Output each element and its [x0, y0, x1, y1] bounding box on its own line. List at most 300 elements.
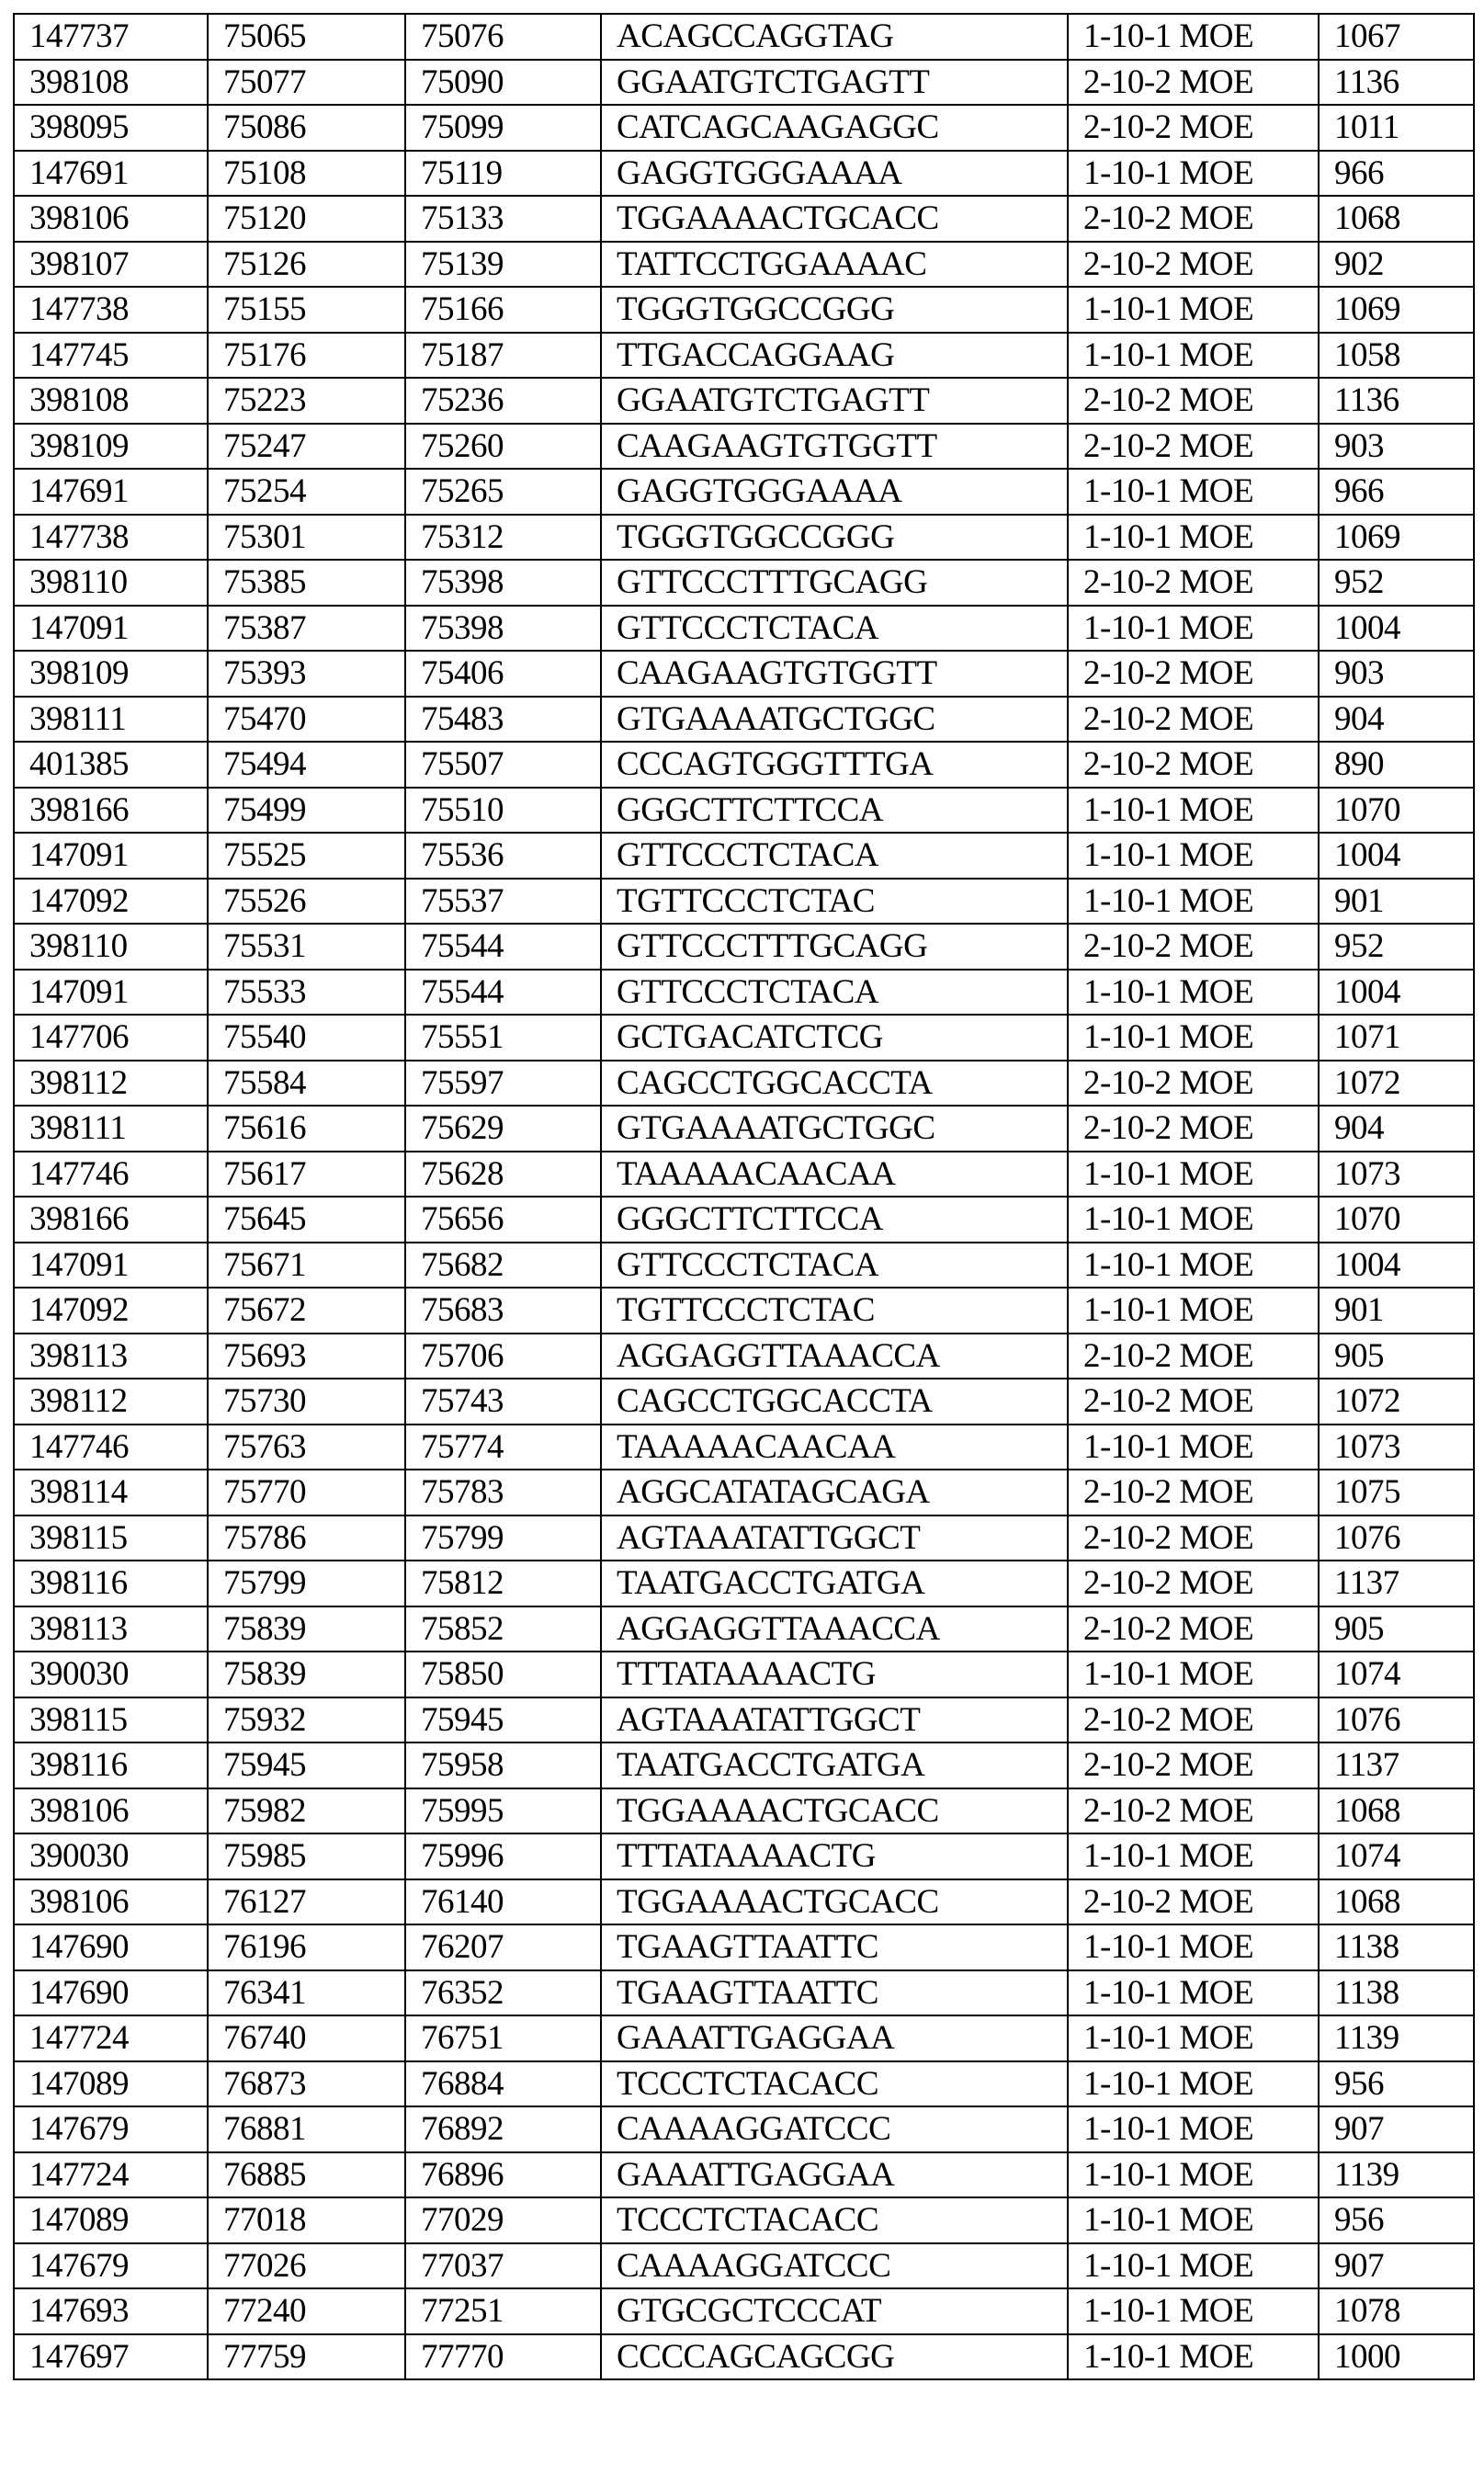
isis-number-cell: 390030	[14, 1652, 208, 1697]
table-row	[14, 1061, 1474, 1107]
table-row	[14, 469, 1474, 515]
stop-site-cell: 75536	[405, 833, 601, 879]
stop-site-cell: 75629	[405, 1106, 601, 1152]
seq-id-cell: 1069	[1319, 287, 1474, 333]
seq-id-cell: 1073	[1319, 1152, 1474, 1198]
chemistry-cell: 1-10-1 MOE	[1068, 333, 1319, 379]
start-site-cell: 75945	[208, 1742, 405, 1788]
start-site-cell: 75120	[208, 196, 405, 242]
isis-number-cell: 147745	[14, 333, 208, 379]
isis-number-cell: 147089	[14, 2061, 208, 2107]
stop-site-cell: 75166	[405, 287, 601, 333]
sequence-cell: AGTAAATATTGGCT	[601, 1515, 1068, 1561]
table-row	[14, 333, 1474, 379]
seq-id-cell: 907	[1319, 2106, 1474, 2152]
table-row	[14, 1561, 1474, 1606]
sequence-cell: GAGGTGGGAAAA	[601, 151, 1068, 197]
chemistry-cell: 1-10-1 MOE	[1068, 833, 1319, 879]
sequence-cell: GTTCCCTCTACA	[601, 970, 1068, 1016]
sequence-cell: GTGAAAATGCTGGC	[601, 697, 1068, 743]
stop-site-cell: 75544	[405, 924, 601, 970]
sequence-cell: TAATGACCTGATGA	[601, 1742, 1068, 1788]
table-row	[14, 287, 1474, 333]
chemistry-cell: 2-10-2 MOE	[1068, 60, 1319, 106]
start-site-cell: 75932	[208, 1697, 405, 1743]
stop-site-cell: 75133	[405, 196, 601, 242]
table-row	[14, 924, 1474, 970]
table-row	[14, 1652, 1474, 1697]
sequence-cell: TTTATAAAACTG	[601, 1652, 1068, 1697]
isis-number-cell: 398106	[14, 1879, 208, 1925]
start-site-cell: 77759	[208, 2334, 405, 2380]
isis-number-cell: 398111	[14, 1106, 208, 1152]
table-row	[14, 697, 1474, 743]
chemistry-cell: 1-10-1 MOE	[1068, 1833, 1319, 1879]
isis-number-cell: 398115	[14, 1515, 208, 1561]
start-site-cell: 77026	[208, 2243, 405, 2289]
seq-id-cell: 1074	[1319, 1652, 1474, 1697]
start-site-cell: 75985	[208, 1833, 405, 1879]
sequence-cell: CAAGAAGTGTGGTT	[601, 651, 1068, 697]
chemistry-cell: 1-10-1 MOE	[1068, 151, 1319, 197]
stop-site-cell: 77037	[405, 2243, 601, 2289]
seq-id-cell: 901	[1319, 879, 1474, 925]
isis-number-cell: 398112	[14, 1379, 208, 1425]
stop-site-cell: 75312	[405, 515, 601, 561]
sequence-cell: TATTCCTGGAAAAC	[601, 242, 1068, 288]
sequence-cell: TAAAAACAACAA	[601, 1152, 1068, 1198]
sequence-cell: TGGAAAACTGCACC	[601, 196, 1068, 242]
sequence-cell: GTTCCCTTTGCAGG	[601, 560, 1068, 606]
sequence-cell: TGGAAAACTGCACC	[601, 1879, 1068, 1925]
chemistry-cell: 1-10-1 MOE	[1068, 1924, 1319, 1970]
start-site-cell: 75494	[208, 742, 405, 788]
start-site-cell: 75763	[208, 1425, 405, 1470]
sequence-cell: GAAATTGAGGAA	[601, 2015, 1068, 2061]
start-site-cell: 75086	[208, 105, 405, 151]
chemistry-cell: 1-10-1 MOE	[1068, 469, 1319, 515]
start-site-cell: 75531	[208, 924, 405, 970]
seq-id-cell: 1139	[1319, 2152, 1474, 2198]
stop-site-cell: 75799	[405, 1515, 601, 1561]
table-row	[14, 1697, 1474, 1743]
start-site-cell: 77018	[208, 2197, 405, 2243]
start-site-cell: 75065	[208, 14, 405, 60]
seq-id-cell: 904	[1319, 697, 1474, 743]
sequence-cell: GGGCTTCTTCCA	[601, 1197, 1068, 1243]
chemistry-cell: 1-10-1 MOE	[1068, 2152, 1319, 2198]
table-row	[14, 1742, 1474, 1788]
seq-id-cell: 1136	[1319, 60, 1474, 106]
start-site-cell: 75770	[208, 1470, 405, 1515]
seq-id-cell: 1076	[1319, 1697, 1474, 1743]
start-site-cell: 75126	[208, 242, 405, 288]
table-row	[14, 1606, 1474, 1652]
start-site-cell: 75617	[208, 1152, 405, 1198]
seq-id-cell: 1000	[1319, 2334, 1474, 2380]
table-row	[14, 242, 1474, 288]
start-site-cell: 77240	[208, 2288, 405, 2334]
seq-id-cell: 1070	[1319, 1197, 1474, 1243]
sequence-cell: TGGGTGGCCGGG	[601, 515, 1068, 561]
isis-number-cell: 398110	[14, 924, 208, 970]
stop-site-cell: 75187	[405, 333, 601, 379]
chemistry-cell: 2-10-2 MOE	[1068, 1879, 1319, 1925]
isis-number-cell: 398107	[14, 242, 208, 288]
stop-site-cell: 76352	[405, 1970, 601, 2016]
table-row	[14, 1379, 1474, 1425]
chemistry-cell: 2-10-2 MOE	[1068, 1788, 1319, 1834]
chemistry-cell: 2-10-2 MOE	[1068, 1515, 1319, 1561]
start-site-cell: 75470	[208, 697, 405, 743]
seq-id-cell: 966	[1319, 469, 1474, 515]
table-row	[14, 651, 1474, 697]
isis-number-cell: 398108	[14, 60, 208, 106]
stop-site-cell: 75398	[405, 606, 601, 652]
isis-number-cell: 147738	[14, 287, 208, 333]
sequence-cell: TTGACCAGGAAG	[601, 333, 1068, 379]
sequence-cell: TGAAGTTAATTC	[601, 1970, 1068, 2016]
stop-site-cell: 75483	[405, 697, 601, 743]
stop-site-cell: 75812	[405, 1561, 601, 1606]
start-site-cell: 75077	[208, 60, 405, 106]
isis-number-cell: 398106	[14, 196, 208, 242]
chemistry-cell: 1-10-1 MOE	[1068, 2061, 1319, 2107]
stop-site-cell: 75076	[405, 14, 601, 60]
start-site-cell: 75525	[208, 833, 405, 879]
sequence-cell: CAAAAGGATCCC	[601, 2106, 1068, 2152]
seq-id-cell: 903	[1319, 424, 1474, 470]
stop-site-cell: 75628	[405, 1152, 601, 1198]
start-site-cell: 75584	[208, 1061, 405, 1107]
table-row	[14, 1243, 1474, 1288]
table-row	[14, 1197, 1474, 1243]
seq-id-cell: 1072	[1319, 1061, 1474, 1107]
seq-id-cell: 903	[1319, 651, 1474, 697]
stop-site-cell: 75783	[405, 1470, 601, 1515]
start-site-cell: 75671	[208, 1243, 405, 1288]
seq-id-cell: 890	[1319, 742, 1474, 788]
isis-number-cell: 147724	[14, 2152, 208, 2198]
chemistry-cell: 1-10-1 MOE	[1068, 2334, 1319, 2380]
sequence-cell: TCCCTCTACACC	[601, 2197, 1068, 2243]
chemistry-cell: 1-10-1 MOE	[1068, 515, 1319, 561]
table-row	[14, 788, 1474, 834]
sequence-cell: TAATGACCTGATGA	[601, 1561, 1068, 1606]
sequence-cell: GTTCCCTCTACA	[601, 1243, 1068, 1288]
chemistry-cell: 2-10-2 MOE	[1068, 105, 1319, 151]
isis-number-cell: 398111	[14, 697, 208, 743]
sequence-cell: AGGAGGTTAAACCA	[601, 1334, 1068, 1379]
sequence-cell: GTTCCCTCTACA	[601, 833, 1068, 879]
sequence-cell: CAAAAGGATCCC	[601, 2243, 1068, 2289]
isis-number-cell: 398166	[14, 788, 208, 834]
isis-number-cell: 147679	[14, 2243, 208, 2289]
seq-id-cell: 1070	[1319, 788, 1474, 834]
isis-number-cell: 147091	[14, 1243, 208, 1288]
start-site-cell: 75526	[208, 879, 405, 925]
isis-number-cell: 147092	[14, 879, 208, 925]
table-row	[14, 879, 1474, 925]
start-site-cell: 75799	[208, 1561, 405, 1606]
table-row	[14, 515, 1474, 561]
chemistry-cell: 1-10-1 MOE	[1068, 970, 1319, 1016]
stop-site-cell: 75683	[405, 1288, 601, 1334]
stop-site-cell: 75139	[405, 242, 601, 288]
stop-site-cell: 75551	[405, 1015, 601, 1061]
isis-number-cell: 398115	[14, 1697, 208, 1743]
isis-number-cell: 398113	[14, 1334, 208, 1379]
start-site-cell: 75223	[208, 378, 405, 424]
stop-site-cell: 75850	[405, 1652, 601, 1697]
start-site-cell: 75385	[208, 560, 405, 606]
seq-id-cell: 1076	[1319, 1515, 1474, 1561]
isis-number-cell: 147089	[14, 2197, 208, 2243]
table-row	[14, 378, 1474, 424]
table-row	[14, 60, 1474, 106]
sequence-cell: TGGAAAACTGCACC	[601, 1788, 1068, 1834]
isis-number-cell: 147706	[14, 1015, 208, 1061]
isis-number-cell: 398112	[14, 1061, 208, 1107]
isis-number-cell: 398095	[14, 105, 208, 151]
table-row	[14, 606, 1474, 652]
chemistry-cell: 1-10-1 MOE	[1068, 14, 1319, 60]
start-site-cell: 75730	[208, 1379, 405, 1425]
seq-id-cell: 1138	[1319, 1970, 1474, 2016]
seq-id-cell: 952	[1319, 924, 1474, 970]
stop-site-cell: 76140	[405, 1879, 601, 1925]
start-site-cell: 75645	[208, 1197, 405, 1243]
isis-number-cell: 147691	[14, 151, 208, 197]
seq-id-cell: 1137	[1319, 1561, 1474, 1606]
isis-number-cell: 398110	[14, 560, 208, 606]
table-row	[14, 424, 1474, 470]
seq-id-cell: 966	[1319, 151, 1474, 197]
start-site-cell: 75839	[208, 1606, 405, 1652]
sequence-cell: TGTTCCCTCTAC	[601, 1288, 1068, 1334]
sequence-cell: CATCAGCAAGAGGC	[601, 105, 1068, 151]
start-site-cell: 75616	[208, 1106, 405, 1152]
stop-site-cell: 75597	[405, 1061, 601, 1107]
chemistry-cell: 1-10-1 MOE	[1068, 1197, 1319, 1243]
seq-id-cell: 902	[1319, 242, 1474, 288]
oligonucleotide-table	[13, 13, 1475, 2380]
chemistry-cell: 1-10-1 MOE	[1068, 2106, 1319, 2152]
sequence-cell: GGAATGTCTGAGTT	[601, 60, 1068, 106]
table-row	[14, 1515, 1474, 1561]
isis-number-cell: 147746	[14, 1425, 208, 1470]
chemistry-cell: 2-10-2 MOE	[1068, 697, 1319, 743]
sequence-cell: AGGCATATAGCAGA	[601, 1470, 1068, 1515]
seq-id-cell: 1071	[1319, 1015, 1474, 1061]
seq-id-cell: 907	[1319, 2243, 1474, 2289]
start-site-cell: 76127	[208, 1879, 405, 1925]
stop-site-cell: 75958	[405, 1742, 601, 1788]
start-site-cell: 75672	[208, 1288, 405, 1334]
table-row	[14, 2197, 1474, 2243]
sequence-cell: GTTCCCTTTGCAGG	[601, 924, 1068, 970]
start-site-cell: 75176	[208, 333, 405, 379]
isis-number-cell: 147091	[14, 970, 208, 1016]
start-site-cell: 76881	[208, 2106, 405, 2152]
chemistry-cell: 2-10-2 MOE	[1068, 1742, 1319, 1788]
table-row	[14, 2288, 1474, 2334]
isis-number-cell: 147697	[14, 2334, 208, 2380]
table-row	[14, 196, 1474, 242]
table-row	[14, 1334, 1474, 1379]
table-row	[14, 742, 1474, 788]
isis-number-cell: 398109	[14, 424, 208, 470]
stop-site-cell: 76207	[405, 1924, 601, 1970]
stop-site-cell: 75406	[405, 651, 601, 697]
stop-site-cell: 75265	[405, 469, 601, 515]
seq-id-cell: 1058	[1319, 333, 1474, 379]
chemistry-cell: 1-10-1 MOE	[1068, 788, 1319, 834]
table-row	[14, 560, 1474, 606]
isis-number-cell: 147738	[14, 515, 208, 561]
stop-site-cell: 75260	[405, 424, 601, 470]
start-site-cell: 76873	[208, 2061, 405, 2107]
table-row	[14, 2061, 1474, 2107]
stop-site-cell: 75706	[405, 1334, 601, 1379]
seq-id-cell: 1139	[1319, 2015, 1474, 2061]
seq-id-cell: 1069	[1319, 515, 1474, 561]
stop-site-cell: 75398	[405, 560, 601, 606]
seq-id-cell: 1075	[1319, 1470, 1474, 1515]
chemistry-cell: 1-10-1 MOE	[1068, 1970, 1319, 2016]
chemistry-cell: 1-10-1 MOE	[1068, 2015, 1319, 2061]
seq-id-cell: 1011	[1319, 105, 1474, 151]
sequence-cell: TCCCTCTACACC	[601, 2061, 1068, 2107]
chemistry-cell: 1-10-1 MOE	[1068, 879, 1319, 925]
start-site-cell: 75155	[208, 287, 405, 333]
sequence-cell: TGAAGTTAATTC	[601, 1924, 1068, 1970]
sequence-cell: GCTGACATCTCG	[601, 1015, 1068, 1061]
seq-id-cell: 1068	[1319, 196, 1474, 242]
sequence-cell: TGGGTGGCCGGG	[601, 287, 1068, 333]
sequence-cell: CAAGAAGTGTGGTT	[601, 424, 1068, 470]
table-row	[14, 1015, 1474, 1061]
seq-id-cell: 1137	[1319, 1742, 1474, 1788]
table-row	[14, 2106, 1474, 2152]
table-row	[14, 1425, 1474, 1470]
isis-number-cell: 147737	[14, 14, 208, 60]
seq-id-cell: 1068	[1319, 1879, 1474, 1925]
seq-id-cell: 1004	[1319, 606, 1474, 652]
seq-id-cell: 1004	[1319, 833, 1474, 879]
isis-number-cell: 390030	[14, 1833, 208, 1879]
chemistry-cell: 1-10-1 MOE	[1068, 1152, 1319, 1198]
stop-site-cell: 77029	[405, 2197, 601, 2243]
start-site-cell: 76196	[208, 1924, 405, 1970]
start-site-cell: 76740	[208, 2015, 405, 2061]
table-row	[14, 14, 1474, 60]
chemistry-cell: 1-10-1 MOE	[1068, 2197, 1319, 2243]
stop-site-cell: 75507	[405, 742, 601, 788]
table-row	[14, 151, 1474, 197]
stop-site-cell: 75656	[405, 1197, 601, 1243]
isis-number-cell: 398116	[14, 1742, 208, 1788]
sequence-cell: GGAATGTCTGAGTT	[601, 378, 1068, 424]
chemistry-cell: 2-10-2 MOE	[1068, 1606, 1319, 1652]
isis-number-cell: 398109	[14, 651, 208, 697]
chemistry-cell: 2-10-2 MOE	[1068, 242, 1319, 288]
seq-id-cell: 1067	[1319, 14, 1474, 60]
chemistry-cell: 1-10-1 MOE	[1068, 1243, 1319, 1288]
isis-number-cell: 147690	[14, 1970, 208, 2016]
seq-id-cell: 901	[1319, 1288, 1474, 1334]
stop-site-cell: 77251	[405, 2288, 601, 2334]
chemistry-cell: 1-10-1 MOE	[1068, 1288, 1319, 1334]
isis-number-cell: 401385	[14, 742, 208, 788]
table-row	[14, 1788, 1474, 1834]
seq-id-cell: 1073	[1319, 1425, 1474, 1470]
table-row	[14, 2015, 1474, 2061]
seq-id-cell: 1138	[1319, 1924, 1474, 1970]
start-site-cell: 76341	[208, 1970, 405, 2016]
stop-site-cell: 75090	[405, 60, 601, 106]
sequence-cell: GAAATTGAGGAA	[601, 2152, 1068, 2198]
seq-id-cell: 956	[1319, 2197, 1474, 2243]
seq-id-cell: 1072	[1319, 1379, 1474, 1425]
chemistry-cell: 2-10-2 MOE	[1068, 1106, 1319, 1152]
sequence-cell: CCCAGTGGGTTTGA	[601, 742, 1068, 788]
chemistry-cell: 1-10-1 MOE	[1068, 2243, 1319, 2289]
chemistry-cell: 1-10-1 MOE	[1068, 287, 1319, 333]
sequence-cell: AGGAGGTTAAACCA	[601, 1606, 1068, 1652]
start-site-cell: 75247	[208, 424, 405, 470]
seq-id-cell: 1078	[1319, 2288, 1474, 2334]
chemistry-cell: 1-10-1 MOE	[1068, 606, 1319, 652]
isis-number-cell: 398113	[14, 1606, 208, 1652]
seq-id-cell: 952	[1319, 560, 1474, 606]
sequence-cell: CAGCCTGGCACCTA	[601, 1061, 1068, 1107]
isis-number-cell: 147691	[14, 469, 208, 515]
isis-number-cell: 398166	[14, 1197, 208, 1243]
start-site-cell: 75254	[208, 469, 405, 515]
chemistry-cell: 1-10-1 MOE	[1068, 1015, 1319, 1061]
table-body	[14, 14, 1474, 2379]
table-row	[14, 2243, 1474, 2289]
start-site-cell: 75108	[208, 151, 405, 197]
stop-site-cell: 76892	[405, 2106, 601, 2152]
table-row	[14, 970, 1474, 1016]
isis-number-cell: 147693	[14, 2288, 208, 2334]
chemistry-cell: 2-10-2 MOE	[1068, 1561, 1319, 1606]
sequence-cell: GTTCCCTCTACA	[601, 606, 1068, 652]
sequence-cell: CCCCAGCAGCGG	[601, 2334, 1068, 2380]
seq-id-cell: 1068	[1319, 1788, 1474, 1834]
table-row	[14, 1879, 1474, 1925]
table-row	[14, 1288, 1474, 1334]
chemistry-cell: 2-10-2 MOE	[1068, 1697, 1319, 1743]
start-site-cell: 75533	[208, 970, 405, 1016]
sequence-cell: TTTATAAAACTG	[601, 1833, 1068, 1879]
seq-id-cell: 1004	[1319, 1243, 1474, 1288]
stop-site-cell: 75510	[405, 788, 601, 834]
seq-id-cell: 904	[1319, 1106, 1474, 1152]
start-site-cell: 76885	[208, 2152, 405, 2198]
start-site-cell: 75786	[208, 1515, 405, 1561]
isis-number-cell: 398114	[14, 1470, 208, 1515]
stop-site-cell: 75099	[405, 105, 601, 151]
isis-number-cell: 147092	[14, 1288, 208, 1334]
seq-id-cell: 1074	[1319, 1833, 1474, 1879]
stop-site-cell: 75537	[405, 879, 601, 925]
start-site-cell: 75540	[208, 1015, 405, 1061]
sequence-cell: AGTAAATATTGGCT	[601, 1697, 1068, 1743]
chemistry-cell: 1-10-1 MOE	[1068, 2288, 1319, 2334]
